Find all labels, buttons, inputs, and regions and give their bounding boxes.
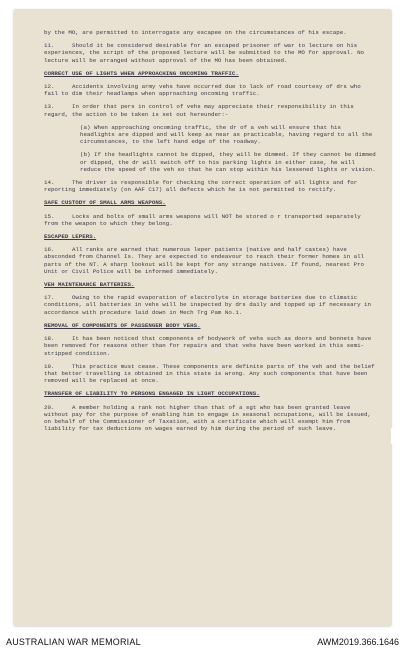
paragraph-number: 13. [44,103,55,111]
section-heading-liability: TRANSFER OF LIABILITY TO PERSONS ENGAGED IN LIGHT OCCUPATIONS. [44,390,260,398]
paragraph-number: 19. [44,362,55,370]
paragraph-text: Accidents involving army vehs have occurred due to lack of road courtesy of drs who fail to dim their headlamps when approaching oncoming traffic. [44,83,361,98]
footer-bar [0,631,405,653]
paragraph-16 [44,246,376,275]
paragraph-17 [44,294,376,316]
subparagraph-number: (a) [80,123,91,131]
document-body [44,29,376,438]
subparagraph-13a [80,124,376,146]
paragraph-text: In order that pers in control of vehs may appreciate their responsibility in this regard, the action to be taken is set out hereunder:- [44,103,354,118]
section-heading-batteries: VEH MAINTENANCE BATTERIES. [44,281,135,289]
document-page [14,10,391,626]
section-heading-lepers: ESCAPED LEPERS. [44,233,97,241]
paragraph-number: 14. [44,179,55,187]
footer-institution: AUSTRALIAN WAR MEMORIAL [6,637,141,647]
paragraph-text: A member holding a rank not higher than that of a sgt who has been granted leave without pay for the purpose of enabling him to engage in seasonal occupations, will be issued, on behalf of the Commissioner of Taxation, with a certificate which will exempt him from liability for tax deductions on wages earned by him during the period of such leave. [44,403,371,433]
paragraph-text: Locks and bolts of small arms weapons will NOT be stored o r transported separately from the weapon to which they belong. [44,212,361,227]
paragraph-number: 16. [44,246,55,254]
paragraph-13 [44,103,376,117]
paragraph-continuation: by the MO, are permitted to interrogate any escapee on the circumstances of his escape. [44,29,347,36]
paragraph-number: 17. [44,294,55,302]
paragraph-number: 11. [44,42,55,50]
paragraph-text: It has been noticed that components of bodywork of vehs such as doors and bonnets have been removed for reasons other than for repairs and that vehs have been worked in this semi-stripped condition. [44,335,372,357]
section-heading-lights: CORRECT USE OF LIGHTS WHEN APPROACHING ONCOMING TRAFFIC. [44,69,239,77]
paragraph-12 [44,83,376,97]
subparagraph-text: When approaching oncoming traffic, the dr of a veh will ensure that his headlights are dipped and will keep as near as practicable, having regard to all the circumstances, to the left hand edge of the roadway. [80,123,373,146]
paragraph-text: This practice must cease. These components are definite parts of the veh and the belief that better travelling is obtained in this state is wrong. Any such components that have been removed will be replaced at once. [44,362,375,385]
paragraph-19 [44,363,376,385]
subparagraph-13b [80,151,376,173]
paragraph-text: Should it be considered desirable for an escaped prisoner of war to lecture on his experiences, the script of the proposed lecture will be submitted to the MO for approval. No lecture will be arranged without approval of the MO has been obtained. [44,42,365,64]
footer-accession-number: AWM2019.366.1646 [317,637,399,647]
paragraph-15 [44,213,376,227]
paragraph-text: The driver is responsible for checking the correct operation of all lights and for reporting immediately (on AAF C17) all defects which he is not permitted to rectify. [44,179,358,194]
subparagraph-text: If the headlights cannot be dipped, they will be dimmed. If they cannot be dimmed or dipped, the dr will switch off to his parking lights in either case, he will reduce the speed of the veh so that he can stop within his lessened lights or vision. [80,151,376,173]
paragraph-number: 20. [44,403,55,411]
paragraph-18 [44,335,376,357]
paragraph-14 [44,179,376,193]
paragraph-11 [44,42,376,64]
paragraph-text: Owing to the rapid evaporation of electrolyte in storage batteries due to climatic conditions, all batteries in vehs will be inspected by drs daily and topped up if necessary in accordance with procedure laid down in Mech Trg Pam No.1. [44,294,371,316]
paragraph-number: 12. [44,83,55,91]
paragraph-number: 18. [44,335,55,343]
section-heading-components: REMOVAL OF COMPONENTS OF PASSENGER BODY VEHS. [44,321,201,329]
paragraph-text: All ranks are warned that numerous leper patients (native and half castes) have absconded from Channel Is. They are expected to endeavour to reach their former homes in all parts of the NT. A sharp lookout will be kept for any strange natives. If found, nearest Pro Unit or Civil Police will be informed immediately. [44,246,365,275]
section-heading-weapons: SAFE CUSTODY OF SMALL ARMS WEAPONS. [44,199,166,207]
paragraph-20 [44,404,376,433]
page-tear [391,428,405,444]
paragraph-number: 15. [44,212,55,220]
subparagraph-number: (b) [80,151,91,159]
